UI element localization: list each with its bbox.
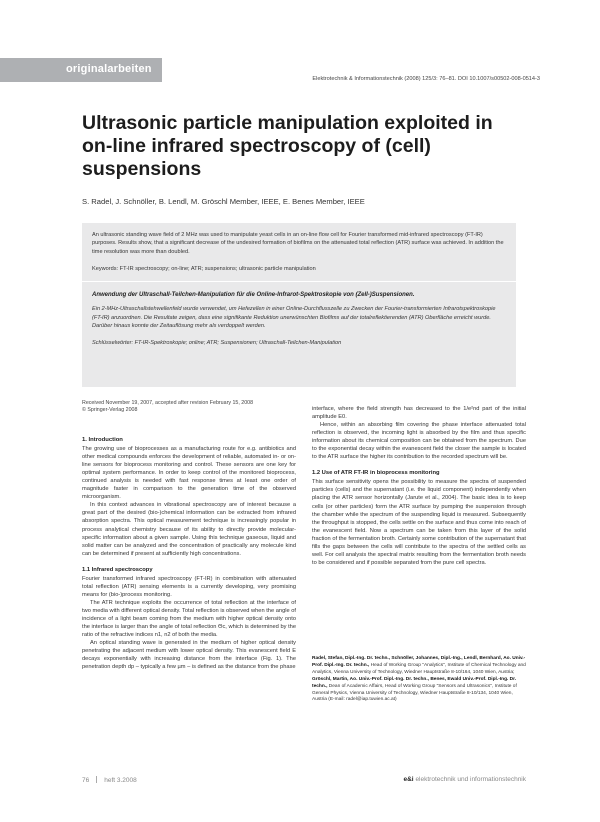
paragraph: The ATR technique exploits the occurrence of total reflection at the interface of two media with different optical density. Total reflection is observed when the angle of incidence of a light beam coming from the medium with higher optical density onto the interface is larger than the angle of total reflection Θc, which is determined by the ratio of the refractive indices n1, n2 of both the media.	[82, 599, 296, 639]
body-column-right	[312, 405, 526, 567]
abstract-english: An ultrasonic standing wave field of 2 MHz was used to manipulate yeast cells in an on-line flow cell for Fourier transformed mid-infrared spectroscopy (FT-IR) purposes. Results show, that a significant decrease of the undesired formation of biofilms on the attenuated total reflection (ATR) surface was achieved. In addition the time resolution was more than doubled.	[92, 232, 504, 255]
paragraph: The growing use of bioprocesses as a manufacturing route for e.g. antibiotics and other medical compounds enforces the development of reliable, automated in- or on-line sensors for bioprocess monitoring and control. These sensors are one key for optimal system performance. In order to keep control of the monitored bioprocess, continued analysis is needed with fast response times at least one order of magnitude faster in comparison to the generation time of the observed microorganism.	[82, 446, 296, 501]
abstract-divider	[82, 281, 516, 282]
copyright: © Springer-Verlag 2008	[82, 407, 138, 414]
paragraph: interface, where the field strength has decreased to the 1/e²nd part of the initial amplitude E0.	[312, 406, 526, 421]
bio-names: Gröschl, Martin, Ao. Univ.-Prof. Dipl.-Ing. Dr. techn., Benes, Ewald Univ.-Prof. Dipl.-Ing. Dr. techn.,	[312, 676, 517, 689]
article-title: Ultrasonic particle manipulation exploited in on-line infrared spectroscopy of (cell) suspensions	[82, 112, 493, 180]
paragraph: This surface sensitivity opens the possibility to measure the spectra of suspended particles (cells) and the supernatant (i.e. the liquid component) independently when placing the ATR sensor horizontally (Jarute et al., 2004). The basic idea is to keep cells (or other particles) form the ATR surface by pumping the suspension through the chamber while the spectrum of the suspending liquid is measured. Subsequently the throughput is stopped, the cells settle on the surface and thus come into reach of the evanescent field. Now a spectrum can be taken from this layer of the solid fraction of the fermentation broth. Certainly some contribution of the supernatant that fills the gaps between the cells will contribute to the spectra of the settled cells as well. For cell analysis the spectral matrix resulting from the fermentation broth needs to be considered and if possible separated from the pure cell spectra.	[312, 479, 526, 566]
paragraph: Hence, within an absorbing film covering the phase interface attenuated total reflection is observed, the incoming light is absorbed by the film and thus specific information about its chemical composition can be obtained from the spectrum. Due to the exponential decay within the evanescent field the closer the sample is located to the ATR surface the higher its contribution to the recorded spectrum will be.	[312, 422, 526, 461]
bio-text: Dean of Academic Affairs, Head of Working Group "Sensors and Ultrasonics", Institute of General Physics, Vienna University of Technology, Wiedner Hauptstraße 8-10/134, 1040 Wien, Austria (E-mail: radel@iap.tuwien.ac.at)	[312, 683, 517, 703]
section-label: originalarbeiten	[66, 63, 152, 75]
author-affiliations	[312, 656, 528, 704]
issue-label: heft 3.2008	[104, 777, 137, 784]
journal-name: elektrotechnik und informationstechnik	[415, 776, 526, 783]
keywords-german: Schlüsselwörter: FT-IR-Spektroskopie; online; ATR; Suspensionen; Ultraschall-Teilchen-Manipulation	[92, 340, 342, 347]
paragraph: An optical standing wave is generated in the medium of higher optical density penetrating the adjacent medium with lower optical density. This evanescent field E decays exponentially with increasing distance from the interface (Fig. 1). The penetration depth dp – typically a few µm – is defined as the distance from the phase	[82, 640, 296, 671]
received-date: Received November 19, 2007, accepted after revision February 15, 2008	[82, 400, 254, 406]
paragraph: Fourier transformed infrared spectroscopy (FT-IR) in combination with attenuated total reflection (ATR) sensing elements is a currently developing, very promising means for (bio-)process monitoring.	[82, 575, 296, 598]
bio-names: Radel, Stefan, Dipl.-Ing. Dr. techn., Schnöller, Johannes, Dipl.-Ing., Lendl, Bernhard, Ao. Univ.-Prof. Dipl.-Ing. Dr. techn.,	[312, 656, 526, 668]
author-list: S. Radel, J. Schnöller, B. Lendl, M. Gröschl Member, IEEE, E. Benes Member, IEEE	[82, 197, 365, 206]
keywords-english: Keywords: FT-IR spectroscopy; on-line; ATR; suspensions; ultrasonic particle manipulation	[92, 265, 316, 272]
heading-bioprocess-monitoring: 1.2 Use of ATR FT-IR in bioprocess monitoring	[312, 470, 440, 477]
footer-divider	[96, 776, 97, 783]
heading-infrared-spectroscopy: 1.1 Infrared spectroscopy	[82, 566, 153, 573]
footer-journal	[404, 776, 527, 783]
abstract-box	[82, 223, 516, 387]
paragraph: In this context advances in vibrational spectroscopy are of interest because a great part of the desired (bio-)chemical information can be extracted from infrared absorption spectra. This optical measurement technique is increasingly popular in process analytical chemistry because of its ability to directly provide molecular-specific information about a given sample. Using this technique gaseous, liquid and solid matter can be analyzed and the concentration of practically any molecule kind can be determined if present at sufficiently high concentrations.	[82, 502, 296, 557]
journal-reference: Elektrotechnik & Informationstechnik (2008) 125/3: 76–81. DOI 10.1007/s00502-008-0514-3	[312, 76, 540, 82]
page-number: 76	[82, 777, 90, 784]
section-tab	[0, 58, 162, 82]
abstract-german: Ein 2-MHz-Ultraschallstehwellenfeld wurde verwendet, um Hefezellen in einer Online-Durchflusszelle zu Zwecken der Fourier-transformierten Infrarotspektroskopie (FT-IR) anzuordnen. Die Resultate zeigen, dass eine signifikante Reduktion unerwünschten Biofilms auf der totalreflektierenden (ATR) Oberfläche erreicht wurde. Darüber hinaus konnte der Zeitauflösung mehr als verdoppelt werden.	[92, 306, 496, 330]
footer-page-info	[82, 776, 137, 784]
bio-text: Head of Working Group "Analytics", Institute of Chemical Technology and Analytics, Vienna University of Technology, Wiedner Hauptstraße 8-10/164, 1040 Wien, Austria;	[312, 662, 526, 675]
german-title: Anwendung der Ultraschall-Teilchen-Manipulation für die Online-Infrarot-Spektroskopie von (Zell-)Suspensionen.	[92, 292, 415, 299]
body-column-left	[82, 436, 296, 671]
journal-logo: e&i	[403, 776, 414, 783]
heading-introduction: 1. Introduction	[82, 437, 123, 443]
